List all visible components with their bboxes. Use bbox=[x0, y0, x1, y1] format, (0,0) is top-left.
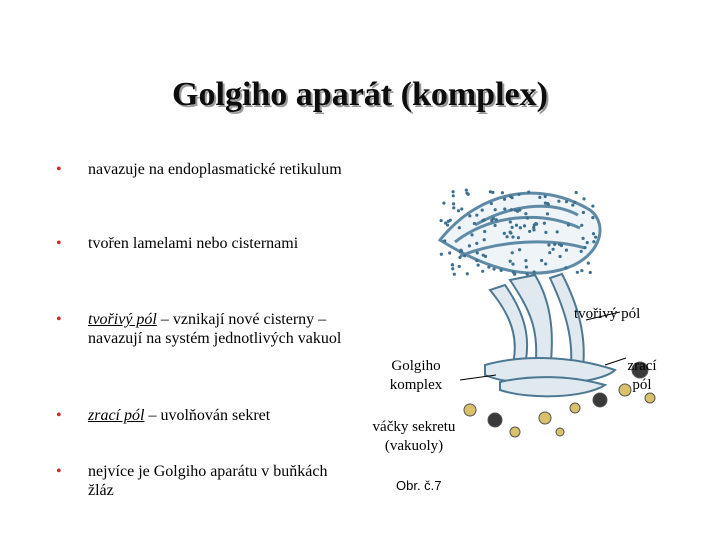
ribosome-dot bbox=[458, 226, 461, 229]
ribosome-dot bbox=[452, 202, 455, 205]
ribosome-dot bbox=[440, 219, 443, 222]
ribosome-dot bbox=[451, 267, 454, 270]
ribosome-dot bbox=[573, 201, 576, 204]
ribosome-dot bbox=[465, 188, 468, 191]
ribosome-dot bbox=[509, 220, 512, 223]
ribosome-dot bbox=[576, 271, 579, 274]
ribosome-dot bbox=[517, 193, 520, 196]
ribosome-dot bbox=[483, 238, 486, 241]
bullet-item bbox=[56, 160, 356, 179]
ribosome-dot bbox=[491, 191, 494, 194]
ribosome-dot bbox=[448, 251, 451, 254]
bullet-dot-icon: • bbox=[56, 235, 62, 252]
ribosome-dot bbox=[592, 240, 595, 243]
ribosome-dot bbox=[519, 226, 522, 229]
endoplasmic-reticulum-region bbox=[440, 193, 600, 273]
ribosome-dot bbox=[501, 191, 504, 194]
bullet-term: zrací pól bbox=[88, 407, 145, 424]
ribosome-dot bbox=[483, 218, 486, 221]
vesicle bbox=[556, 428, 564, 436]
ribosome-dot bbox=[544, 262, 547, 265]
ribosome-dot bbox=[451, 263, 454, 266]
ribosome-dot bbox=[490, 202, 493, 205]
bullet-dot-icon: • bbox=[56, 407, 62, 424]
bullet-dot-icon: • bbox=[56, 161, 62, 178]
ribosome-dot bbox=[547, 243, 550, 246]
bullet-text: navazuje na endoplasmatické retikulum bbox=[88, 161, 342, 178]
ribosome-dot bbox=[581, 237, 584, 240]
ribosome-dot bbox=[583, 246, 586, 249]
ribosome-dot bbox=[532, 228, 535, 231]
ribosome-dot bbox=[476, 251, 479, 254]
ribosome-dot bbox=[481, 209, 484, 212]
ribosome-dot bbox=[548, 251, 551, 254]
figure-caption: Obr. č.7 bbox=[396, 478, 442, 493]
ribosome-dot bbox=[543, 222, 546, 225]
ribosome-dot bbox=[453, 273, 456, 276]
ribosome-dot bbox=[452, 206, 455, 209]
ribosome-dot bbox=[515, 224, 518, 227]
ribosome-dot bbox=[503, 198, 506, 201]
bullet-item bbox=[56, 406, 356, 425]
ribosome-dot bbox=[466, 272, 469, 275]
ribosome-dot bbox=[557, 200, 560, 203]
label-tvorivy-pol: tvořivý pól bbox=[574, 306, 641, 322]
ribosome-dot bbox=[591, 216, 594, 219]
ribosome-dot bbox=[525, 265, 528, 268]
ribosome-dot bbox=[553, 243, 556, 246]
ribosome-dot bbox=[591, 204, 594, 207]
ribosome-dot bbox=[503, 232, 506, 235]
ribosome-dot bbox=[511, 263, 514, 266]
ribosome-dot bbox=[564, 266, 567, 269]
ribosome-dot bbox=[509, 231, 512, 234]
ribosome-dot bbox=[594, 236, 597, 239]
ribosome-dot bbox=[458, 256, 461, 259]
ribosome-dot bbox=[567, 223, 570, 226]
vesicle bbox=[593, 393, 607, 407]
ribosome-dot bbox=[468, 244, 471, 247]
bullet-rest: – vznikají nové cisterny – navazují na systém jednotlivých vakuol bbox=[88, 311, 342, 347]
vesicle bbox=[510, 427, 520, 437]
ribosome-dot bbox=[509, 260, 512, 263]
ribosome-dot bbox=[500, 269, 503, 272]
ribosome-dot bbox=[517, 236, 520, 239]
bullet-text: nejvíce je Golgiho aparátu v buňkách žláz bbox=[88, 463, 328, 499]
ribosome-dot bbox=[442, 202, 445, 205]
bullet-term: tvořivý pól bbox=[88, 311, 157, 328]
ribosome-dot bbox=[516, 210, 519, 213]
vesicle bbox=[539, 412, 551, 424]
ribosome-dot bbox=[565, 249, 568, 252]
ribosome-dot bbox=[518, 248, 521, 251]
ribosome-dot bbox=[544, 195, 547, 198]
ribosome-dot bbox=[582, 211, 585, 214]
ribosome-dot bbox=[492, 217, 495, 220]
bullet-item bbox=[56, 462, 356, 500]
ribosome-dot bbox=[451, 190, 454, 193]
ribosome-dot bbox=[475, 242, 478, 245]
ribosome-dot bbox=[533, 270, 536, 273]
ribosome-dot bbox=[493, 224, 496, 227]
bullet-dot-icon: • bbox=[56, 311, 62, 328]
ribosome-dot bbox=[526, 273, 529, 276]
ribosome-dot bbox=[492, 267, 495, 270]
ribosome-dot bbox=[523, 224, 526, 227]
bullet-item bbox=[56, 234, 356, 253]
ribosome-dot bbox=[565, 200, 568, 203]
golgi-cisternae bbox=[485, 274, 615, 396]
vesicle bbox=[464, 404, 476, 416]
ribosome-dot bbox=[440, 253, 443, 256]
ribosome-dot bbox=[463, 254, 466, 257]
bullet-dot-icon: • bbox=[56, 463, 62, 480]
ribosome-dot bbox=[443, 239, 446, 242]
ribosome-dot bbox=[524, 259, 527, 262]
ribosome-dot bbox=[511, 235, 514, 238]
ribosome-dot bbox=[546, 212, 549, 215]
bullet-item bbox=[56, 310, 356, 348]
ribosome-dot bbox=[527, 190, 530, 193]
ribosome-dot bbox=[580, 224, 583, 227]
bullet-text bbox=[88, 310, 356, 348]
ribosome-dot bbox=[552, 248, 555, 251]
ribosome-dot bbox=[475, 259, 478, 262]
ribosome-dot bbox=[494, 208, 497, 211]
ribosome-dot bbox=[513, 273, 516, 276]
ribosome-dot bbox=[473, 222, 476, 225]
ribosome-dot bbox=[452, 194, 455, 197]
ribosome-dot bbox=[482, 254, 485, 257]
ribosome-dot bbox=[526, 216, 529, 219]
ribosome-dot bbox=[580, 269, 583, 272]
ribosome-dot bbox=[538, 196, 541, 199]
label-zraci-pol: zrací pól bbox=[627, 358, 657, 393]
ribosome-dot bbox=[503, 207, 506, 210]
ribosome-dot bbox=[458, 265, 461, 268]
ribosome-dot bbox=[457, 209, 460, 212]
ribosome-dot bbox=[477, 264, 480, 267]
vesicle bbox=[488, 413, 502, 427]
ribosome-dot bbox=[556, 230, 559, 233]
ribosome-dot bbox=[586, 241, 589, 244]
ribosome-dot bbox=[575, 191, 578, 194]
ribosome-dot bbox=[571, 204, 574, 207]
ribosome-dot bbox=[544, 231, 547, 234]
ribosome-dot bbox=[511, 251, 514, 254]
bullet-text bbox=[88, 406, 356, 425]
ribosome-dot bbox=[470, 233, 473, 236]
ribosome-dot bbox=[447, 220, 450, 223]
ribosome-dot bbox=[558, 243, 561, 246]
ribosome-dot bbox=[592, 232, 595, 235]
ribosome-dot bbox=[580, 250, 583, 253]
ribosome-dot bbox=[444, 221, 447, 224]
ribosome-dot bbox=[509, 195, 512, 198]
ribosome-dot bbox=[582, 197, 585, 200]
ribosome-dot bbox=[459, 249, 462, 252]
ribosome-dot bbox=[487, 266, 490, 269]
ribosome-dot bbox=[534, 222, 537, 225]
slide-title: Golgiho aparát (komplex) bbox=[172, 76, 548, 113]
ribosome-dot bbox=[589, 271, 592, 274]
ribosome-dot bbox=[460, 207, 463, 210]
ribosome-dot bbox=[524, 212, 527, 215]
ribosome-dot bbox=[510, 208, 513, 211]
ribosome-dot bbox=[544, 202, 547, 205]
ribosome-dot bbox=[540, 259, 543, 262]
ribosome-dot bbox=[475, 214, 478, 217]
bullet-text: tvořen lamelami nebo cisternami bbox=[88, 235, 299, 252]
ribosome-dot bbox=[465, 192, 468, 195]
ribosome-dot bbox=[505, 235, 508, 238]
ribosome-dot bbox=[528, 230, 531, 233]
label-vacky-sekretu: váčky sekretu (vakuoly) bbox=[372, 419, 456, 454]
ribosome-dot bbox=[468, 214, 471, 217]
label-golgiho-komplex: Golgiho komplex bbox=[389, 358, 443, 393]
ribosome-dot bbox=[495, 218, 498, 221]
ribosome-dot bbox=[547, 203, 550, 206]
bullet-rest: – uvolňován sekret bbox=[144, 407, 271, 424]
vesicle bbox=[570, 403, 580, 413]
ribosome-dot bbox=[481, 270, 484, 273]
ribosome-dot bbox=[559, 255, 562, 258]
ribosome-dot bbox=[483, 230, 486, 233]
ribosome-dot bbox=[511, 226, 514, 229]
ribosome-dot bbox=[587, 262, 590, 265]
